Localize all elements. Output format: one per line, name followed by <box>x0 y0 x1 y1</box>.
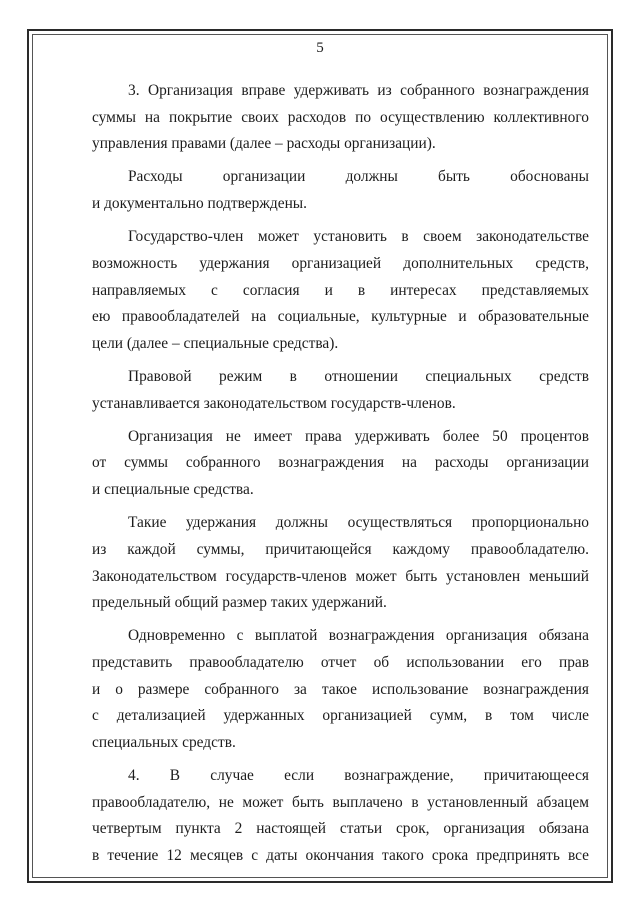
paragraph-line: Организация не имеет права удерживать более 50 процентов <box>128 427 589 445</box>
paragraph-line: специальных средств. <box>92 733 236 751</box>
paragraph <box>92 78 589 158</box>
paragraph-line: предельный общий размер таких удержаний. <box>92 594 387 612</box>
paragraph-line: устанавливается законодательством государств-членов. <box>92 394 456 412</box>
paragraph-line: четвертым пункта 2 настоящей статьи срок, организация обязана <box>92 820 589 838</box>
paragraph <box>92 164 589 217</box>
paragraph-line: и специальные средства. <box>92 481 254 499</box>
paragraph-line: Такие удержания должны осуществляться пропорционально <box>128 514 589 532</box>
paragraph <box>92 364 589 417</box>
paragraph-line: и документально подтверждены. <box>92 195 307 213</box>
paragraph-line: направляемых с согласия и в интересах представляемых <box>92 281 589 299</box>
paragraph-line: Правовой режим в отношении специальных средств <box>128 368 589 385</box>
paragraph-line: Расходы организации должны быть обоснованы <box>128 168 589 186</box>
document-body <box>92 78 589 876</box>
paragraph-line: суммы на покрытие своих расходов по осуществлению коллективного <box>92 108 589 126</box>
paragraph-line: правообладателю, не может быть выплачено в установленный абзацем <box>92 793 589 811</box>
paragraph-line: Законодательством государств-членов может быть установлен меньший <box>92 567 589 585</box>
paragraph-line: из каждой суммы, причитающейся каждому правообладателю. <box>92 540 589 558</box>
paragraph-line: возможность удержания организацией дополнительных средств, <box>92 254 589 272</box>
paragraph <box>92 224 589 357</box>
paragraph <box>92 510 589 616</box>
paragraph-line: Государство-член может установить в своем законодательстве <box>128 228 589 246</box>
paragraph-line: 4. В случае если вознаграждение, причитающееся <box>128 767 589 785</box>
paragraph-line: 3. Организация вправе удерживать из собранного вознаграждения <box>128 82 589 99</box>
paragraph-line: Одновременно с выплатой вознаграждения организация обязана <box>128 627 589 645</box>
paragraph <box>92 424 589 504</box>
paragraph-line: от суммы собранного вознаграждения на расходы организации <box>92 454 589 472</box>
paragraph-line: управления правами (далее – расходы организации). <box>92 135 436 153</box>
paragraph-line: ею правообладателей на социальные, культурные и образовательные <box>92 308 589 326</box>
paragraph <box>92 623 589 756</box>
paragraph-line: цели (далее – специальные средства). <box>92 334 339 352</box>
page-number: 5 <box>316 40 324 56</box>
paragraph-line: в течение 12 месяцев с даты окончания такого срока предпринять все <box>92 846 589 864</box>
paragraph-line: и о размере собранного за такое использование вознаграждения <box>92 680 589 698</box>
paragraph <box>92 763 589 869</box>
paragraph-line: с детализацией удержанных организацией сумм, в том числе <box>92 707 589 725</box>
paragraph-line: представить правообладателю отчет об использовании его прав <box>92 654 589 671</box>
